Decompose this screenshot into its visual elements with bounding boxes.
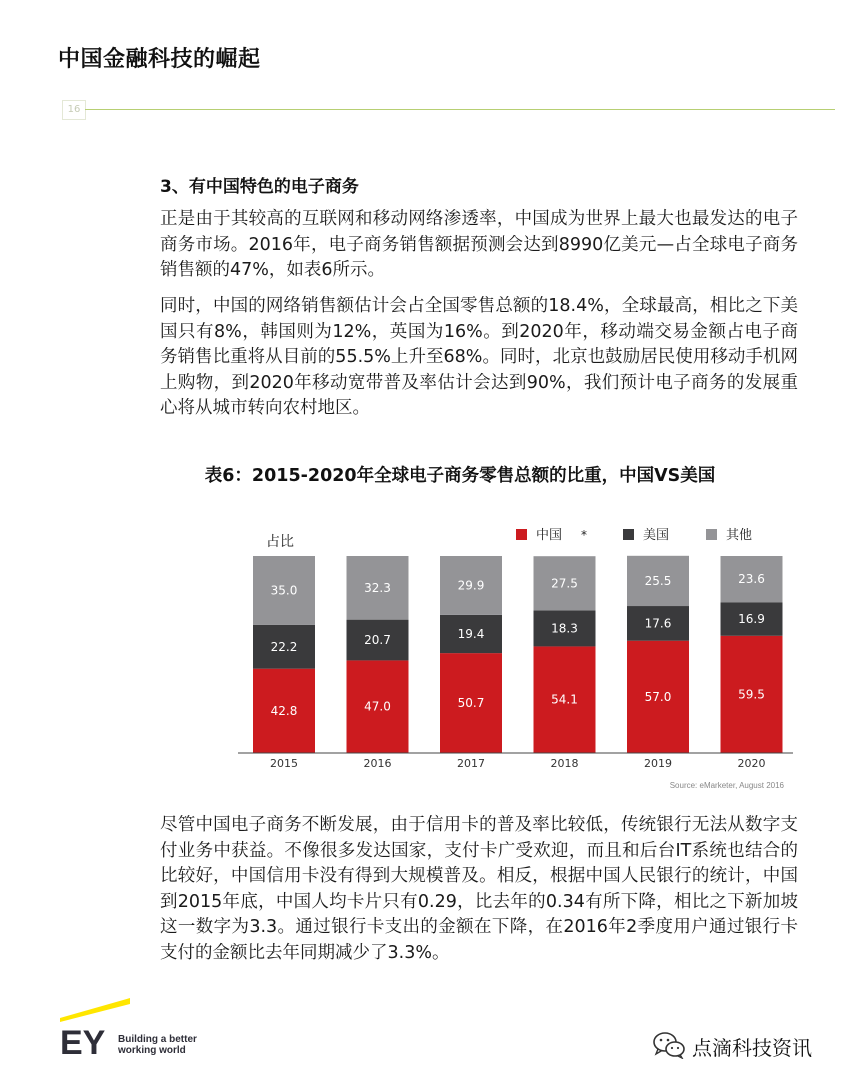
ey-tagline-1: Building a better — [118, 1034, 197, 1045]
bar-label-2020-series-2: 23.6 — [738, 572, 765, 587]
paragraph-1: 正是由于其较高的互联网和移动网络渗透率，中国成为世界上最大也最发达的电子商务市场。2016年，电子商务销售额据预测会达到8990亿美元—占全球电子商务销售额的47%，如表6所示。 — [160, 209, 798, 280]
x-tick-2019: 2019 — [644, 757, 672, 770]
x-tick-2017: 2017 — [457, 757, 485, 770]
bar-label-2015-series-2: 35.0 — [270, 583, 298, 598]
page-number: 16 — [62, 100, 86, 120]
bar-label-2019-series-1: 17.6 — [644, 616, 672, 631]
bar-label-2016-series-0: 47.0 — [364, 699, 391, 714]
bar-label-2017-series-2: 29.9 — [457, 578, 485, 593]
bar-label-2016-series-2: 32.3 — [364, 580, 391, 595]
stacked-bar-chart — [238, 520, 798, 795]
wechat-icon — [652, 1031, 686, 1059]
bar-label-2015-series-1: 22.2 — [270, 639, 298, 654]
page-header-title: 中国金融科技的崛起 — [58, 47, 261, 72]
bar-label-2017-series-1: 19.4 — [457, 627, 485, 642]
legend-swatch-2 — [706, 529, 717, 540]
bar-label-2020-series-1: 16.9 — [738, 612, 765, 627]
ey-logo — [60, 988, 220, 1058]
legend-note: * — [581, 528, 587, 542]
bar-label-2016-series-1: 20.7 — [364, 633, 391, 648]
wechat-account-name: 点滴科技资讯 — [692, 1036, 812, 1060]
bar-label-2018-series-1: 18.3 — [551, 621, 578, 636]
x-tick-2015: 2015 — [270, 757, 298, 770]
ey-tagline-2: working world — [118, 1045, 186, 1056]
legend-label-1: 美国 — [643, 528, 670, 543]
paragraph-2: 同时，中国的网络销售额估计会占全国零售总额的18.4%，全球最高，相比之下美国只有8%，韩国则为12%，英国为16%。到2020年，移动端交易金额占电子商务销售比重将从目前的55.5%上升至68%。同时，北京也鼓励居民使用移动手机网上购物，到2020年移动宽带普及率估计会达到90%，我们预计电子商务的发展重心将从城市转向农村地区。 — [160, 296, 798, 418]
paragraph-3: 尽管中国电子商务不断发展，由于信用卡的普及率比较低，传统银行无法从数字支付业务中获益。不像很多发达国家，支付卡广受欢迎，而且和后台IT系统也结合的比较好，中国信用卡没有得到大规模普及。相反，根据中国人民银行的统计，中国到2015年底，中国人均卡片只有0.29，比去年的0.34有所下降，相比之下新加坡这一数字为3.3。通过银行卡支出的金额在下降，在2016年2季度用户通过银行卡支付的金额比去年同期减少了3.3%。 — [160, 815, 798, 963]
bar-label-2017-series-0: 50.7 — [457, 696, 485, 711]
ey-logo-beam — [60, 998, 130, 1022]
bar-label-2019-series-2: 25.5 — [644, 573, 672, 588]
chart-source: Source: eMarketer, August 2016 — [669, 781, 784, 790]
bar-label-2020-series-0: 59.5 — [738, 687, 765, 702]
x-tick-2020: 2020 — [737, 757, 766, 770]
legend-label-2: 其他 — [726, 528, 753, 543]
x-axis-ticks — [270, 757, 766, 770]
legend-label-0: 中国 — [536, 528, 563, 543]
legend-swatch-1 — [623, 529, 634, 540]
bar-label-2018-series-0: 54.1 — [551, 692, 578, 707]
x-tick-2018: 2018 — [550, 757, 579, 770]
chart-bars — [253, 556, 783, 753]
bar-label-2015-series-0: 42.8 — [270, 703, 298, 718]
y-axis-label: 占比 — [266, 534, 294, 550]
table-caption: 表6：2015-2020年全球电子商务零售总额的比重，中国VS美国 — [204, 466, 716, 486]
bar-label-2018-series-2: 27.5 — [551, 576, 578, 591]
section-heading: 3、有中国特色的电子商务 — [160, 177, 359, 197]
bar-label-2019-series-0: 57.0 — [644, 689, 672, 704]
legend-swatch-0 — [516, 529, 527, 540]
x-tick-2016: 2016 — [363, 757, 392, 770]
chart-legend — [516, 527, 752, 543]
ey-logo-text: EY — [60, 1024, 106, 1058]
header-divider — [85, 109, 835, 110]
